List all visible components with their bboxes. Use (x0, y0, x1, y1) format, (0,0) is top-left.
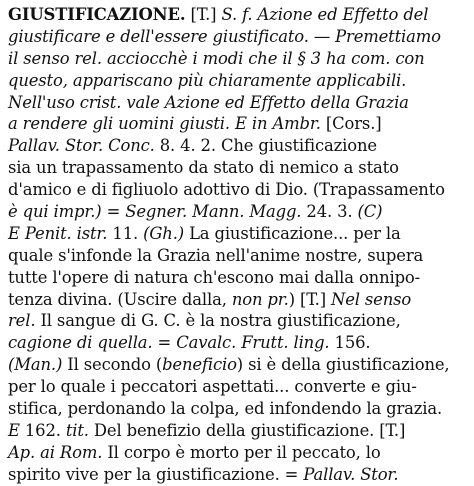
text-line (8, 157, 468, 179)
text-line (8, 223, 468, 245)
text-segment: (Gh.) (143, 223, 185, 243)
text-segment: beneficio (162, 355, 237, 375)
text-line (8, 26, 468, 48)
text-segment: Il secondo ( (62, 355, 163, 375)
text-line (8, 201, 468, 223)
text-segment: il senso rel. acciocchè i modi che il § 3 ha com. con (8, 48, 425, 68)
text-segment: spirito vive per la giustificazione. = (8, 464, 304, 484)
text-line (8, 354, 468, 376)
text-line (8, 113, 468, 135)
text-line (8, 289, 468, 311)
text-segment: 162. (19, 420, 66, 440)
text-segment: La giustificazione... per la (184, 223, 401, 243)
text-segment: 24. 3. (301, 202, 358, 222)
text-line (8, 245, 468, 267)
text-segment: per lo quale i peccatori aspettati... converte e giu- (8, 377, 417, 397)
text-segment: GIUSTIFICAZIONE. (8, 5, 186, 24)
text-segment: 156. (329, 333, 371, 353)
text-segment: cagione di quella. (8, 333, 153, 353)
text-segment: tit. (65, 420, 89, 440)
text-segment: questo, appariscano più chiaramente applicabili. (8, 70, 407, 90)
text-line (8, 420, 468, 442)
text-segment: giustificare e dell'essere giustificato. — Premettiamo (8, 26, 441, 46)
text-line (8, 48, 468, 70)
text-segment: 11. (107, 223, 144, 243)
text-segment: Pallav. Stor. (303, 464, 399, 484)
text-segment: = (152, 333, 177, 353)
text-segment: S. f. Azione ed Effetto del (221, 5, 429, 24)
text-segment: Nel senso (331, 289, 412, 309)
text-segment: non pr. (231, 289, 289, 309)
text-segment: rel. (8, 311, 36, 331)
text-segment: E Penit. istr. (8, 223, 108, 243)
text-line (8, 332, 468, 354)
text-segment: Il sangue di G. C. è la nostra giustificazione, (35, 311, 401, 331)
text-segment: ) si è della giustificazione, (236, 355, 450, 375)
text-line (8, 179, 468, 201)
text-segment: (C) (357, 202, 383, 222)
text-line (8, 310, 468, 332)
text-segment: [T.] (185, 5, 222, 24)
text-segment: Pallav. Stor. Conc. (8, 136, 155, 156)
text-segment: Cavalc. Frutt. ling. (176, 333, 330, 353)
text-segment: = (101, 202, 126, 222)
text-segment: tenza divina. (Uscire dalla, (8, 289, 232, 309)
text-line (8, 70, 468, 92)
text-line (8, 267, 468, 289)
text-segment: Del benefizio della giustificazione. [T.] (88, 420, 406, 440)
text-segment: E (8, 420, 20, 440)
dictionary-entry (8, 4, 468, 486)
text-line (8, 376, 468, 398)
text-segment: Segner. Mann. Magg. (125, 202, 302, 222)
text-segment: tutte l'opere di natura ch'escono mai dalla onnipo- (8, 267, 421, 287)
text-segment: [Cors.] (320, 114, 382, 134)
text-segment: Il corpo è morto per il peccato, lo (102, 442, 381, 462)
text-segment: d'amico e di figliuolo adottivo di Dio. (Trapassamento (8, 180, 445, 200)
text-segment: stifica, perdonando la colpa, ed infondendo la grazia. (8, 399, 443, 419)
text-segment: quale s'infonde la Grazia nell'anime nostre, supera (8, 245, 424, 265)
text-segment: è qui impr.) (8, 202, 102, 222)
text-segment: sia un trapassamento da stato di nemico a stato (8, 158, 399, 178)
text-segment: ) [T.] (288, 289, 332, 309)
text-segment: 8. 4. 2. Che giustificazione (154, 136, 377, 156)
text-segment: (Man.) (8, 355, 63, 375)
text-line (8, 135, 468, 157)
text-segment: Nell'uso crist. vale Azione ed Effetto della Grazia (8, 92, 409, 112)
text-segment: Ap. ai Rom. (8, 442, 103, 462)
text-line (8, 398, 468, 420)
text-segment: a rendere gli uomini giusti. E in Ambr. (8, 114, 321, 134)
text-line (8, 442, 468, 464)
text-line (8, 4, 468, 26)
text-line (8, 92, 468, 114)
